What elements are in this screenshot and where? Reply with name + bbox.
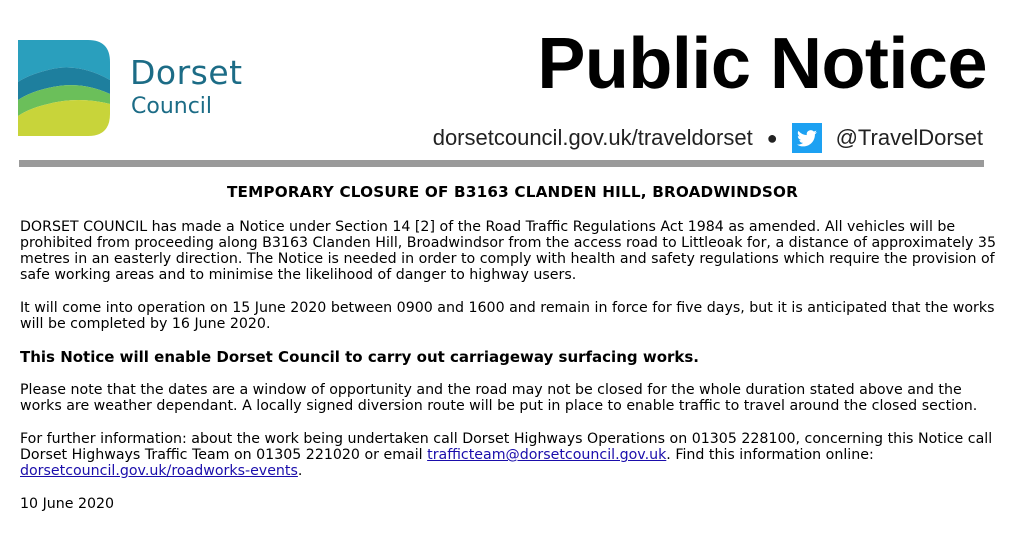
logo-wordmark-council: Council — [131, 94, 213, 119]
notice-header — [0, 0, 1029, 175]
contact-line — [433, 123, 983, 153]
separator-bullet: ● — [766, 128, 778, 148]
dorset-logo-icon — [18, 40, 110, 136]
email-link[interactable]: trafficteam@dorsetcouncil.gov.uk — [427, 447, 667, 463]
paragraph-further-info — [20, 431, 1005, 479]
paragraph-window-note: Please note that the dates are a window of opportunity and the road may not be closed for the whole duration stated above and the works are weather dependant. A locally signed diversion route will be put in place to enable traffic to travel around the closed section. — [20, 382, 978, 414]
further-info-text-2: . Find this information online: — [666, 447, 874, 463]
further-info-end: . — [297, 463, 303, 479]
notice-date: 10 June 2020 — [20, 496, 115, 512]
website-text[interactable]: dorsetcouncil.gov.uk/traveldorset — [432, 125, 753, 150]
dorset-council-logo — [18, 40, 278, 140]
paragraph-works-purpose: This Notice will enable Dorset Council to carry out carriageway surfacing works. — [20, 348, 699, 366]
roadworks-link[interactable]: dorsetcouncil.gov.uk/roadworks-events — [20, 463, 298, 479]
header-divider — [19, 160, 984, 167]
logo-wordmark-dorset: Dorset — [130, 53, 243, 92]
further-info-text: For further information: about the work being undertaken call Dorset Highways Operations on 01305 228100, concerning this Notice call Dorset Highways Traffic Team on 01305 221020 or email — [20, 431, 993, 463]
paragraph-notice-details: DORSET COUNCIL has made a Notice under Section 14 [2] of the Road Traffic Regulations Act 1984 as amended. All vehicles will be prohibited from proceeding along B3163 Clanden Hill, Broadwindsor from the access road to Littleoak for, a distance of approximately 35 metres in an easterly direction. The Notice is needed in order to comply with health and safety regulations which require the provision of safe working areas and to minimise the likelihood of danger to highway users. — [20, 219, 996, 283]
page-title: Public Notice — [537, 24, 987, 104]
twitter-handle[interactable]: @TravelDorset — [835, 125, 983, 150]
twitter-icon — [792, 123, 822, 153]
paragraph-dates: It will come into operation on 15 June 2020 between 0900 and 1600 and remain in force for five days, but it is anticipated that the works will be completed by 16 June 2020. — [20, 300, 995, 332]
notice-body — [20, 184, 1005, 529]
notice-heading: TEMPORARY CLOSURE OF B3163 CLANDEN HILL, BROADWINDSOR — [226, 183, 799, 201]
